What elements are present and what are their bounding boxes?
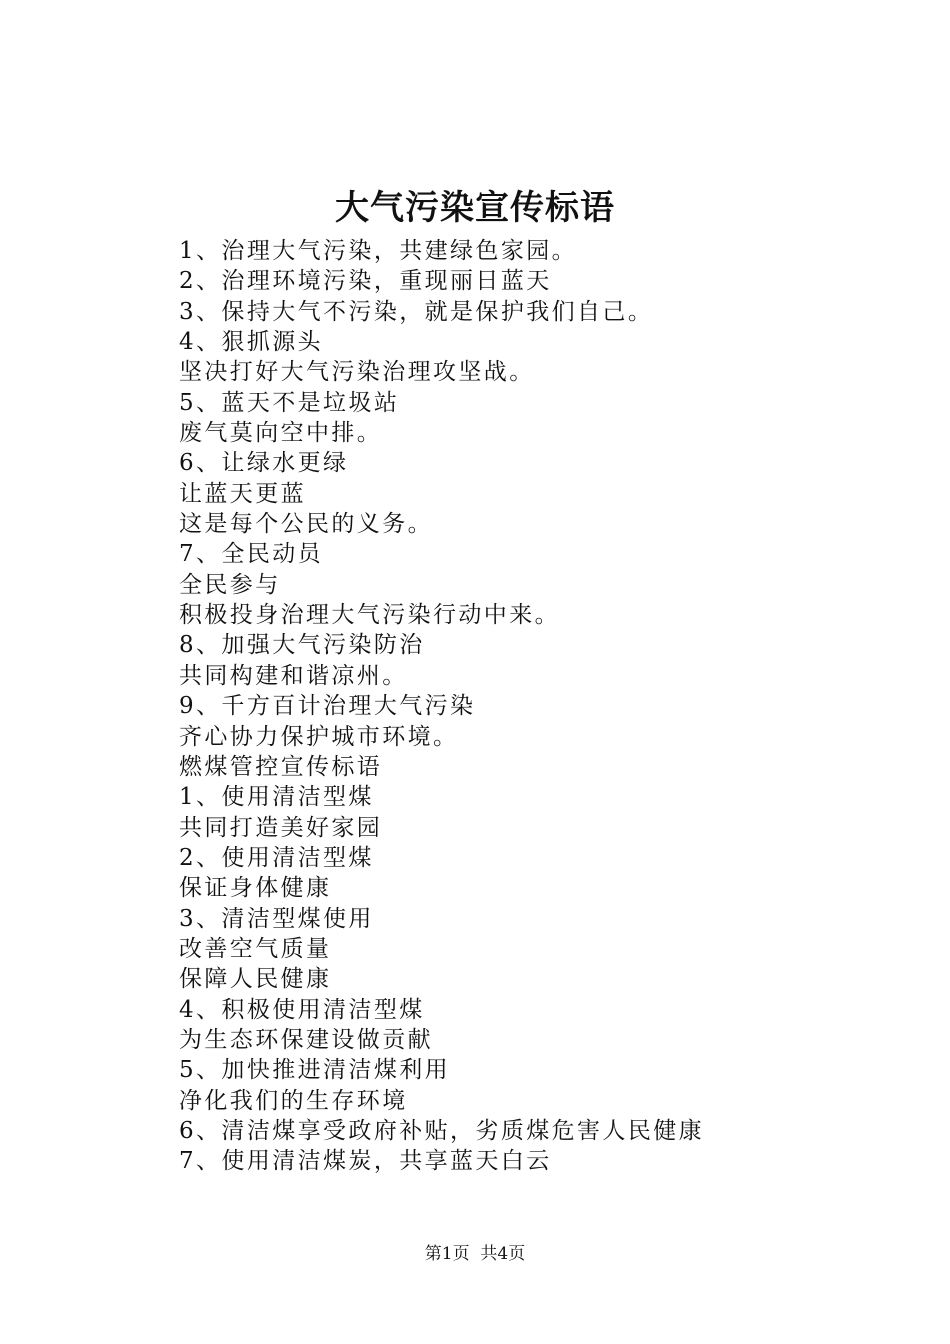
document-title: 大气污染宣传标语 bbox=[335, 188, 615, 228]
text-line: 6、让绿水更绿 bbox=[179, 450, 349, 477]
text-line: 4、积极使用清洁型煤 bbox=[179, 996, 425, 1023]
text-line: 为生态环保建设做贡献 bbox=[179, 1026, 433, 1053]
text-line: 共同构建和谐凉州。 bbox=[179, 662, 408, 689]
text-line: 8、加强大气污染防治 bbox=[179, 632, 425, 659]
page-number-label: 第1页 共4页 bbox=[424, 1244, 526, 1264]
text-line: 5、蓝天不是垃圾站 bbox=[179, 389, 400, 416]
text-line: 7、全民动员 bbox=[179, 541, 324, 568]
section-heading: 燃煤管控宣传标语 bbox=[179, 753, 383, 780]
text-line: 2、使用清洁型煤 bbox=[179, 844, 374, 871]
text-line: 让蓝天更蓝 bbox=[179, 480, 306, 507]
text-line: 1、治理大气污染，共建绿色家园。 bbox=[179, 238, 578, 264]
text-line: 这是每个公民的义务。 bbox=[179, 511, 433, 538]
text-line: 9、千方百计治理大气污染 bbox=[179, 693, 476, 720]
text-line: 保证身体健康 bbox=[179, 875, 332, 902]
text-line: 全民参与 bbox=[179, 571, 281, 598]
text-line: 改善空气质量 bbox=[179, 935, 332, 962]
document-body bbox=[179, 236, 879, 1177]
text-line: 积极投身治理大气污染行动中来。 bbox=[179, 602, 560, 629]
text-line: 净化我们的生存环境 bbox=[179, 1087, 408, 1114]
page-footer bbox=[0, 1242, 950, 1266]
text-line: 齐心协力保护城市环境。 bbox=[179, 723, 459, 750]
text-line: 坚决打好大气污染治理攻坚战。 bbox=[179, 359, 535, 386]
text-line: 7、使用清洁煤炭，共享蓝天白云 bbox=[179, 1148, 552, 1175]
text-line: 6、清洁煤享受政府补贴，劣质煤危害人民健康 bbox=[179, 1117, 705, 1144]
text-line: 废气莫向空中排。 bbox=[179, 420, 383, 447]
text-line: 1、使用清洁型煤 bbox=[179, 784, 374, 811]
text-line: 3、保持大气不污染，就是保护我们自己。 bbox=[179, 298, 654, 325]
text-line: 保障人民健康 bbox=[179, 966, 332, 993]
text-line: 4、狠抓源头 bbox=[179, 329, 324, 356]
text-line: 5、加快推进清洁煤利用 bbox=[179, 1057, 451, 1084]
text-line: 共同打造美好家园 bbox=[179, 814, 383, 841]
text-line: 3、清洁型煤使用 bbox=[179, 905, 374, 932]
text-line: 2、治理环境污染，重现丽日蓝天 bbox=[179, 268, 552, 295]
